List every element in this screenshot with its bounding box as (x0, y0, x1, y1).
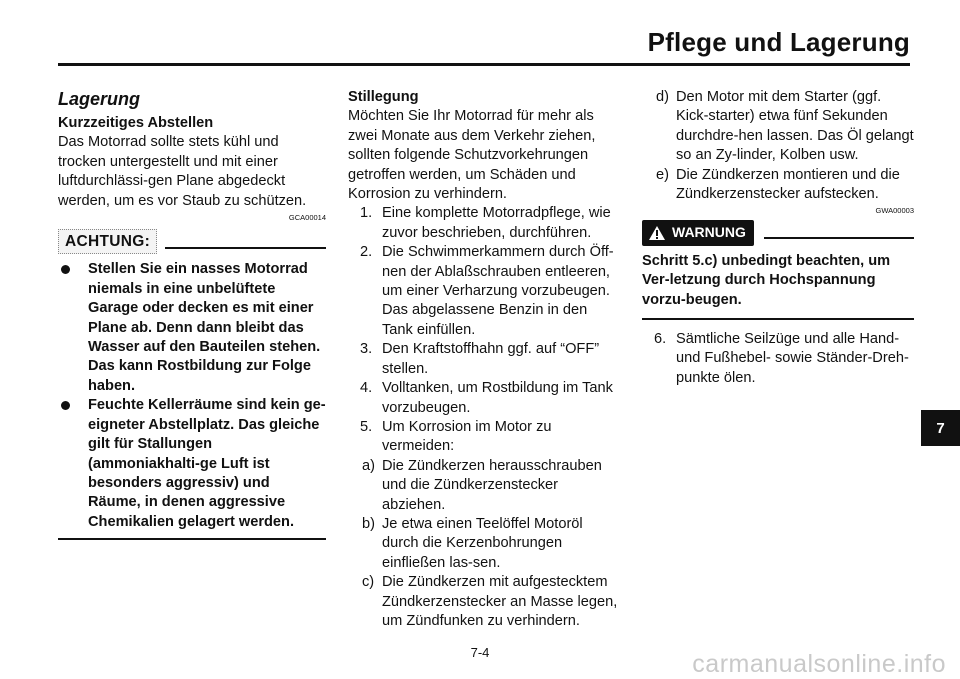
substep-text: Je etwa einen Teelöffel Motoröl durch die Kerzenbohrungen einfließen las-sen. (382, 515, 583, 571)
substep-item (348, 515, 620, 573)
storage-paragraph: Möchten Sie Ihr Motorrad für mehr als zwei Monate aus dem Verkehr ziehen, sollten folgende Schutzvorkehrungen getroffen werden, um Schäden und Korrosion zu verhindern. (348, 108, 596, 203)
step-number: 1. (360, 205, 373, 222)
page-header-title: Pflege und Lagerung (647, 27, 910, 57)
warning-code: GWA00003 (875, 206, 914, 216)
warning-label: WARNUNG (672, 224, 746, 241)
substep-item (348, 573, 620, 631)
section-title: Lagerung (58, 89, 141, 109)
warning-end-rule (642, 318, 914, 320)
substep-text: Die Zündkerzen herausschrauben und die Zündkerzenstecker abziehen. (382, 457, 602, 513)
watermark: carmanualsonline.info (692, 650, 946, 678)
bullet-icon (61, 265, 70, 274)
caution-item (58, 260, 326, 396)
left-subheading: Kurzzeitiges Abstellen (58, 115, 214, 131)
step-item (348, 340, 620, 379)
substep-item (348, 457, 620, 515)
warning-badge (642, 220, 754, 245)
step-item (642, 330, 914, 388)
caution-list (58, 260, 326, 532)
step-text: Den Kraftstoffhahn ggf. auf “OFF” stellen. (382, 341, 600, 377)
substep-letter: a) (362, 457, 375, 474)
middle-column (348, 88, 620, 631)
step-item (348, 243, 620, 340)
substep-item (642, 88, 914, 166)
step-item (348, 379, 620, 418)
substep-item (642, 166, 914, 205)
caution-label: ACHTUNG: (58, 229, 157, 254)
step-text: Die Schwimmerkammern durch Öff-nen der Ablaßschrauben entleeren, um einer Verharzung vorzubeugen. Das abgelassene Benzin in den Tank einfüllen. (382, 244, 614, 338)
caution-item-text: Feuchte Kellerräume sind kein ge-eigneter Abstellplatz. Das gleiche gilt für Stallungen (ammoniakhalti-ge Luft ist besonders aggressiv) und Räume, in denen aggressive Chemikalien gelagert werden. (88, 397, 326, 530)
caution-item (58, 396, 326, 532)
storage-subheading: Stillegung (348, 89, 419, 105)
bullet-icon (61, 401, 70, 410)
step-number: 2. (360, 244, 373, 261)
step-number: 6. (654, 331, 667, 348)
substep-text: Die Zündkerzen montieren und die Zündkerzenstecker aufstecken. (676, 166, 900, 203)
caution-end-rule (58, 538, 326, 540)
step-number: 5. (360, 418, 373, 435)
caution-header (58, 229, 326, 254)
caution-item-text: Stellen Sie ein nasses Motorrad niemals in eine unbelüftete Garage oder decken es mit einer Plane ab. Denn dann bleibt das Wasser auf den Bauteilen stehen. Das kann Rostbildung zur Folge haben. (88, 261, 321, 394)
substep-text: Die Zündkerzen mit aufgestecktem Zündkerzenstecker an Masse legen, um Zündfunken zu verhindern. (382, 574, 618, 629)
warning-triangle-icon (648, 225, 666, 241)
chapter-tab: 7 (921, 410, 960, 446)
caution-code: GCA00014 (288, 213, 326, 223)
step-number: 4. (360, 380, 373, 397)
substep-letter: c) (362, 574, 375, 591)
step-item (348, 204, 620, 243)
step-item (348, 418, 620, 457)
step-text: Sämtliche Seilzüge und alle Hand-und Fußhebel- sowie Ständer-Dreh-punkte ölen. (676, 331, 909, 386)
substep-letter: e) (656, 166, 669, 183)
header-rule (58, 63, 910, 66)
warning-header (642, 220, 914, 245)
right-column (642, 88, 914, 388)
left-column (58, 88, 326, 540)
page-number: 7-4 (470, 645, 490, 660)
left-paragraph: Das Motorrad sollte stets kühl und trocken untergestellt und mit einer luftdurchlässi-gen Plane abgedeckt werden, um es vor Staub zu schützen. (58, 134, 307, 209)
warning-text: Schritt 5.c) unbedingt beachten, um Ver-letzung durch Hochspannung vorzu-beugen. (642, 252, 891, 308)
substep-text: Den Motor mit dem Starter (ggf. Kick-starter) etwa fünf Sekunden durchdre-hen lassen. Das Öl gelangt so an Zy-linder, Kolben usw. (676, 89, 914, 164)
step-number: 3. (360, 341, 373, 358)
substep-letter: b) (362, 515, 375, 532)
step-text: Volltanken, um Rostbildung im Tank vorzubeugen. (382, 380, 613, 416)
step-text: Eine komplette Motorradpflege, wie zuvor beschrieben, durchführen. (382, 205, 611, 241)
warning-rule (764, 237, 914, 239)
substep-letter: d) (656, 89, 669, 105)
step-text: Um Korrosion im Motor zu vermeiden: (382, 418, 552, 455)
caution-rule (165, 247, 326, 249)
